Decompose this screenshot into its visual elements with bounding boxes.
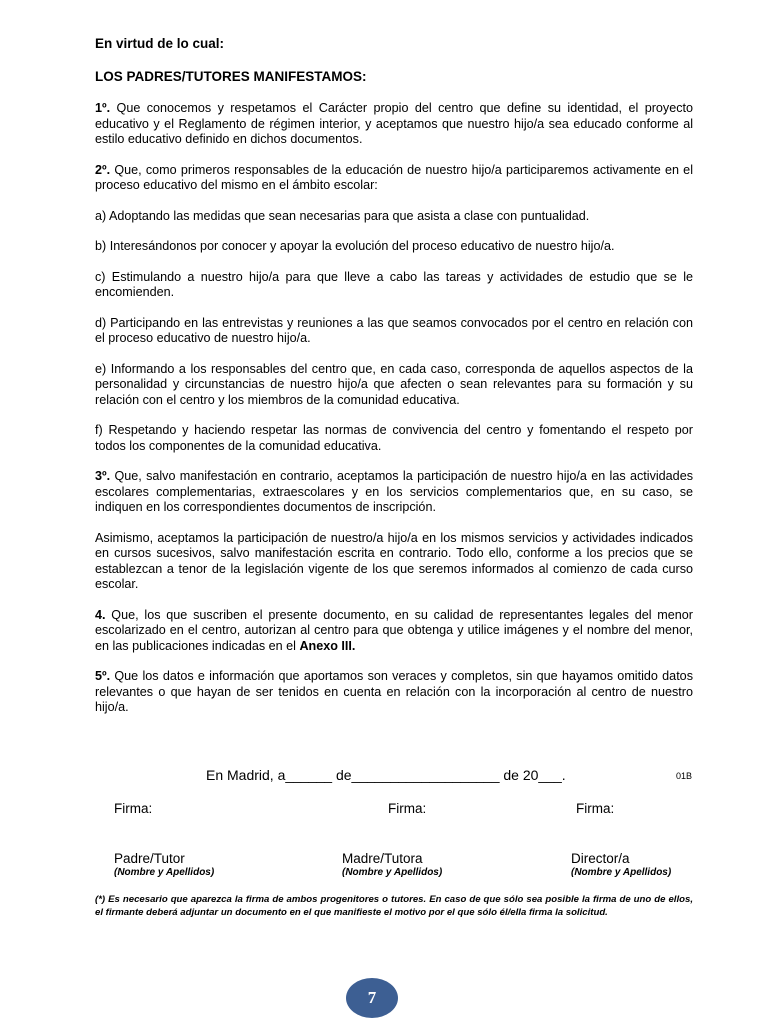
signer-director-title: Director/a xyxy=(571,851,630,866)
signer-father xyxy=(114,851,214,878)
clause-3-continuation: Asimismo, aceptamos la participación de nuestro/a hijo/a en los mismos servicios y actividades indicados en cursos sucesivos, salvo manifestación escrita en contrario. Todo ello, conforme a los precios que se establezcan a tenor de la legislación vigente de los que seremos informados al comienzo de cada curso escolar. xyxy=(95,530,693,591)
clause-3-number: 3º. xyxy=(95,469,111,483)
form-code: 01B xyxy=(676,771,693,781)
list-item-c: c) Estimulando a nuestro hijo/a para que lleve a cabo las tareas y actividades de estudio que se le encomienden. xyxy=(95,269,693,299)
firma-label-director: Firma: xyxy=(576,801,615,816)
clause-1 xyxy=(95,101,693,148)
intro-heading: En virtud de lo cual: xyxy=(95,36,225,51)
page-number-badge: 7 xyxy=(346,978,398,1018)
firma-label-mother: Firma: xyxy=(388,801,427,816)
list-item-d: d) Participando en las entrevistas y reuniones a las que seamos convocados por el centro en relación con el proceso educativo de nuestro hijo/a. xyxy=(95,315,693,345)
clause-4-text: Que, los que suscriben el presente documento, en su calidad de representantes legales del menor escolarizado en el centro, autorizan al centro para que obtenga y utilice imágenes y el nombre del menor, en las publicaciones indicadas en el xyxy=(95,607,693,653)
list-item-b: b) Interesándonos por conocer y apoyar la evolución del proceso educativo de nuestro hijo/a. xyxy=(95,239,615,253)
firma-label-father: Firma: xyxy=(114,801,153,816)
list-item-f: f) Respetando y haciendo respetar las normas de convivencia del centro y fomentando el respeto por todos los componentes de la comunidad educativa. xyxy=(95,423,693,453)
signer-father-title: Padre/Tutor xyxy=(114,851,185,866)
clause-4-number: 4. xyxy=(95,607,106,622)
clause-5-number: 5º. xyxy=(95,669,111,683)
signer-mother xyxy=(342,851,442,878)
document-body xyxy=(95,36,693,731)
annex-reference: Anexo III. xyxy=(299,638,356,653)
clause-5 xyxy=(95,669,693,716)
clause-2-text: Que, como primeros responsables de la educación de nuestro hijo/a participaremos activamente en el proceso educativo del mismo en el ámbito escolar: xyxy=(95,162,693,192)
clause-5-text: Que los datos e información que aportamos son veraces y completos, sin que hayamos omitido datos relevantes o que hayan de ser tenidos en cuenta en relación con la incorporación al centro de nuestro hijo/a. xyxy=(95,669,693,714)
signer-father-sub: (Nombre y Apellidos) xyxy=(114,867,215,878)
section-heading: LOS PADRES/TUTORES MANIFESTAMOS: xyxy=(95,69,367,84)
clause-2-number: 2º. xyxy=(95,162,111,177)
signer-mother-sub: (Nombre y Apellidos) xyxy=(342,867,443,878)
footnote: (*) Es necesario que aparezca la firma de ambos progenitores o tutores. En caso de que sólo sea posible la firma de uno de ellos, el firmante deberá adjuntar un documento en el que manifieste el motivo por el que sólo él/ella firma la solicitud. xyxy=(95,894,693,918)
signer-director-sub: (Nombre y Apellidos) xyxy=(571,867,672,878)
signer-director xyxy=(571,851,671,878)
clause-4 xyxy=(95,608,693,655)
clause-3-text: Que, salvo manifestación en contrario, aceptamos la participación de nuestro hijo/a en las actividades escolares complementarias, extraescolares y en los servicios complementarios que, en su caso, se indiquen en los correspondientes documentos de inscripción. xyxy=(95,469,693,514)
list-item-e: e) Informando a los responsables del centro que, en cada caso, corresponda de aquellos aspectos de la personalidad y circunstancias de nuestro hijo/a que afecten o sean relevantes para su formación y su relación con el centro y los miembros de la comunidad educativa. xyxy=(95,361,693,407)
clause-1-number: 1º. xyxy=(95,101,111,115)
date-line[interactable]: En Madrid, a______ de___________________ de 20___. xyxy=(206,767,566,783)
clause-3 xyxy=(95,469,693,516)
clause-2 xyxy=(95,163,693,194)
clause-1-text: Que conocemos y respetamos el Carácter propio del centro que define su identidad, el proyecto educativo y el Reglamento de régimen interior, y aceptamos que nuestro hijo/a sea educado conforme al estilo educativo definido en dichos documentos. xyxy=(95,101,693,146)
list-item-a: a) Adoptando las medidas que sean necesarias para que asista a clase con puntualidad. xyxy=(95,208,590,223)
signer-mother-title: Madre/Tutora xyxy=(342,851,423,866)
